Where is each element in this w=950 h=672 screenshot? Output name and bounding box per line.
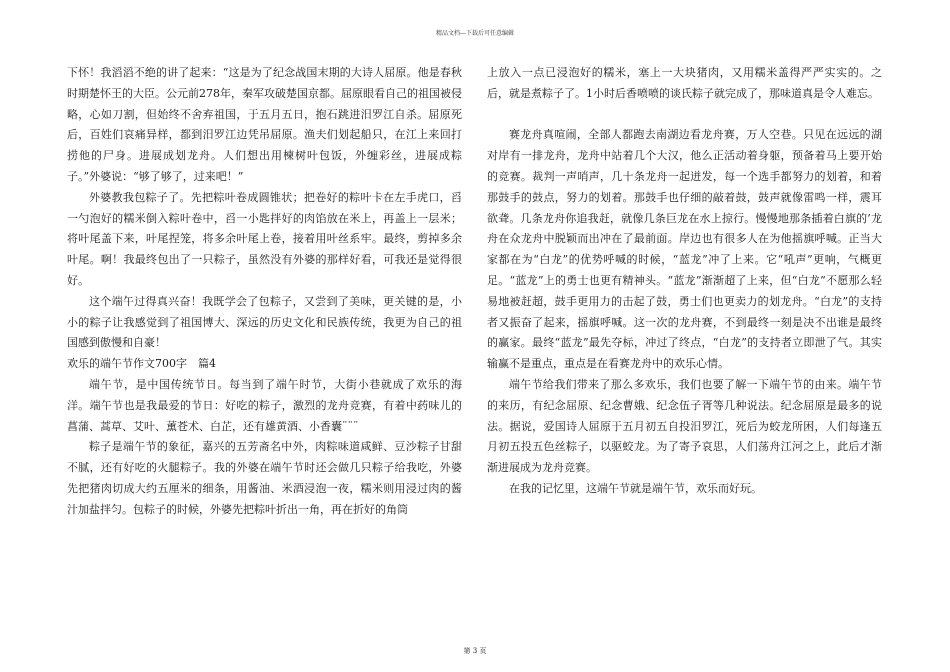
paragraph: 下怀！我滔滔不绝的讲了起来：“这是为了纪念战国末期的大诗人屈原。他是春秋时期楚怀王的大臣。公元前278年，秦军攻破楚国京都。屈原眼看自己的祖国被侵略，心如刀割，但始终不舍弃祖国，于五月五日，抱石跳进汨罗江自杀。屈原死后，百姓们哀痛异样，都到汨罗江边凭吊屈原。渔夫们划起船只，在江上来回打捞他的尸身。进展成划龙舟。人们想出用楝树叶包饭，外缠彩丝，进展成粽子。”外婆说：“够了够了，过来吧！” [67,66,462,183]
right-column [487,63,882,500]
left-column [67,63,462,521]
page-number: 第 3 页 [463,647,487,655]
page-header: 精品文档---下载后可任意编辑 [435,30,515,37]
paragraph: 上放入一点已浸泡好的糯米，塞上一大块猪肉，又用糯米盖得严严实实的。之后，就是煮粽子了。1小时后香喷喷的谈氏粽子就完成了，那味道真是令人难忘。 [487,66,882,100]
paragraph: 外婆教我包粽子了。先把粽叶卷成圆锥状；把卷好的粽叶卡在左手虎口，舀一勺泡好的糯米倒入粽叶卷中，舀一小匙拌好的肉馅放在米上，再盖上一层米；将叶尾盖下来，叶尾捏笼，将多余叶尾上卷，接着用叶丝系牢。最终，剪掉多余叶尾。啊！我最终包出了一只粽子，虽然没有外婆的那样好看，可我还是觉得很好。 [67,190,462,287]
paragraph: 赛龙舟真喧闹，全部人都跑去南湖边看龙舟赛，万人空巷。只见在远远的湖对岸有一排龙舟，龙舟中站着几个大汉，他么正活动着身躯，预备着马上要开始的竞赛。裁判一声哨声，几十条龙舟一起迸发，每一个选手都努力的划着，和着那鼓手的鼓点，努力的划着。那鼓手也仔细的敲着鼓，鼓声就像雷鸣一样，震耳欲聋。几条龙舟你追我赶，就像几条巨龙在水上掠行。慢慢地那条插着白旗的’龙舟在众龙舟中脱颖而出冲在了最前面。岸边也有很多人在为他摇旗呼喊。正当大家都在为“白龙”的优势呼喊的时候，“蓝龙”冲了上来。它“吼声”更响，气概更足。“蓝龙”上的勇士也更有精神头。“蓝龙”渐渐超了上来，但“白龙”不愿那么轻易地被赶超，鼓手更用力的击起了鼓，勇士们也更卖力的划龙舟。“白龙”的支持者又振奋了起来，摇旗呼喊。这一次的龙舟赛，不到最终一刻是决不出谁是最终的赢家。最终“蓝龙”最先夺标，冲过了终点，“白龙”的支持者立即泄了气。其实输赢不是重点，重点是在看赛龙舟中的欢乐心情。 [487,128,882,371]
paragraph: 端午节给我们带来了那么多欢乐，我们也要了解一下端午节的由来。端午节的来历，有纪念屈原、纪念曹娥、纪念伍子胥等几种说法。纪念屈原是最多的说法。据说，爱国诗人屈原于五月初五自投汨罗江，死后为蛟龙所困，人们每逢五月初五投五色丝粽子，以驱蛟龙。为了寄予哀思，人们荡舟江河之上，此后才渐渐进展成为龙舟竞赛。 [487,377,882,475]
paragraph: 这个端午过得真兴奋！我既学会了包粽子，又尝到了美味，更关键的是，小小的粽子让我感觉到了祖国博大、深远的历史文化和民族传统，我更为自己的祖国感到傲慢和自豪！ [67,294,462,350]
paragraph: 欢乐的端午节作文700字 篇4 [67,357,216,371]
paragraph: 在我的记忆里，这端午节就是端午节，欢乐而好玩。 [509,481,762,495]
paragraph: 粽子是端午节的象征，嘉兴的五芳斋名中外，肉粽味道咸鲜、豆沙粽子甘甜不腻，还有好吃的火腿粽子。我的外婆在端午节时还会做几只粽子给我吃，外婆先把猪肉切成大约五厘米的细条，用酱油、米酒浸泡一夜，糯米则用浸过肉的酱汁加盐拌匀。包粽子的时候，外婆先把粽叶折出一角，再在折好的角筒 [67,440,462,516]
paragraph: 端午节，是中国传统节日。每当到了端午时节，大街小巷就成了欢乐的海洋。端午节也是我最爱的节日：好吃的粽子，激烈的龙舟竞赛，有着中药味儿的菖蒲、蒿草、艾叶、薰苍术、白芷，还有雄黄酒、小香囊¨¨¨ [67,377,462,433]
paragraph-gap [487,105,882,126]
